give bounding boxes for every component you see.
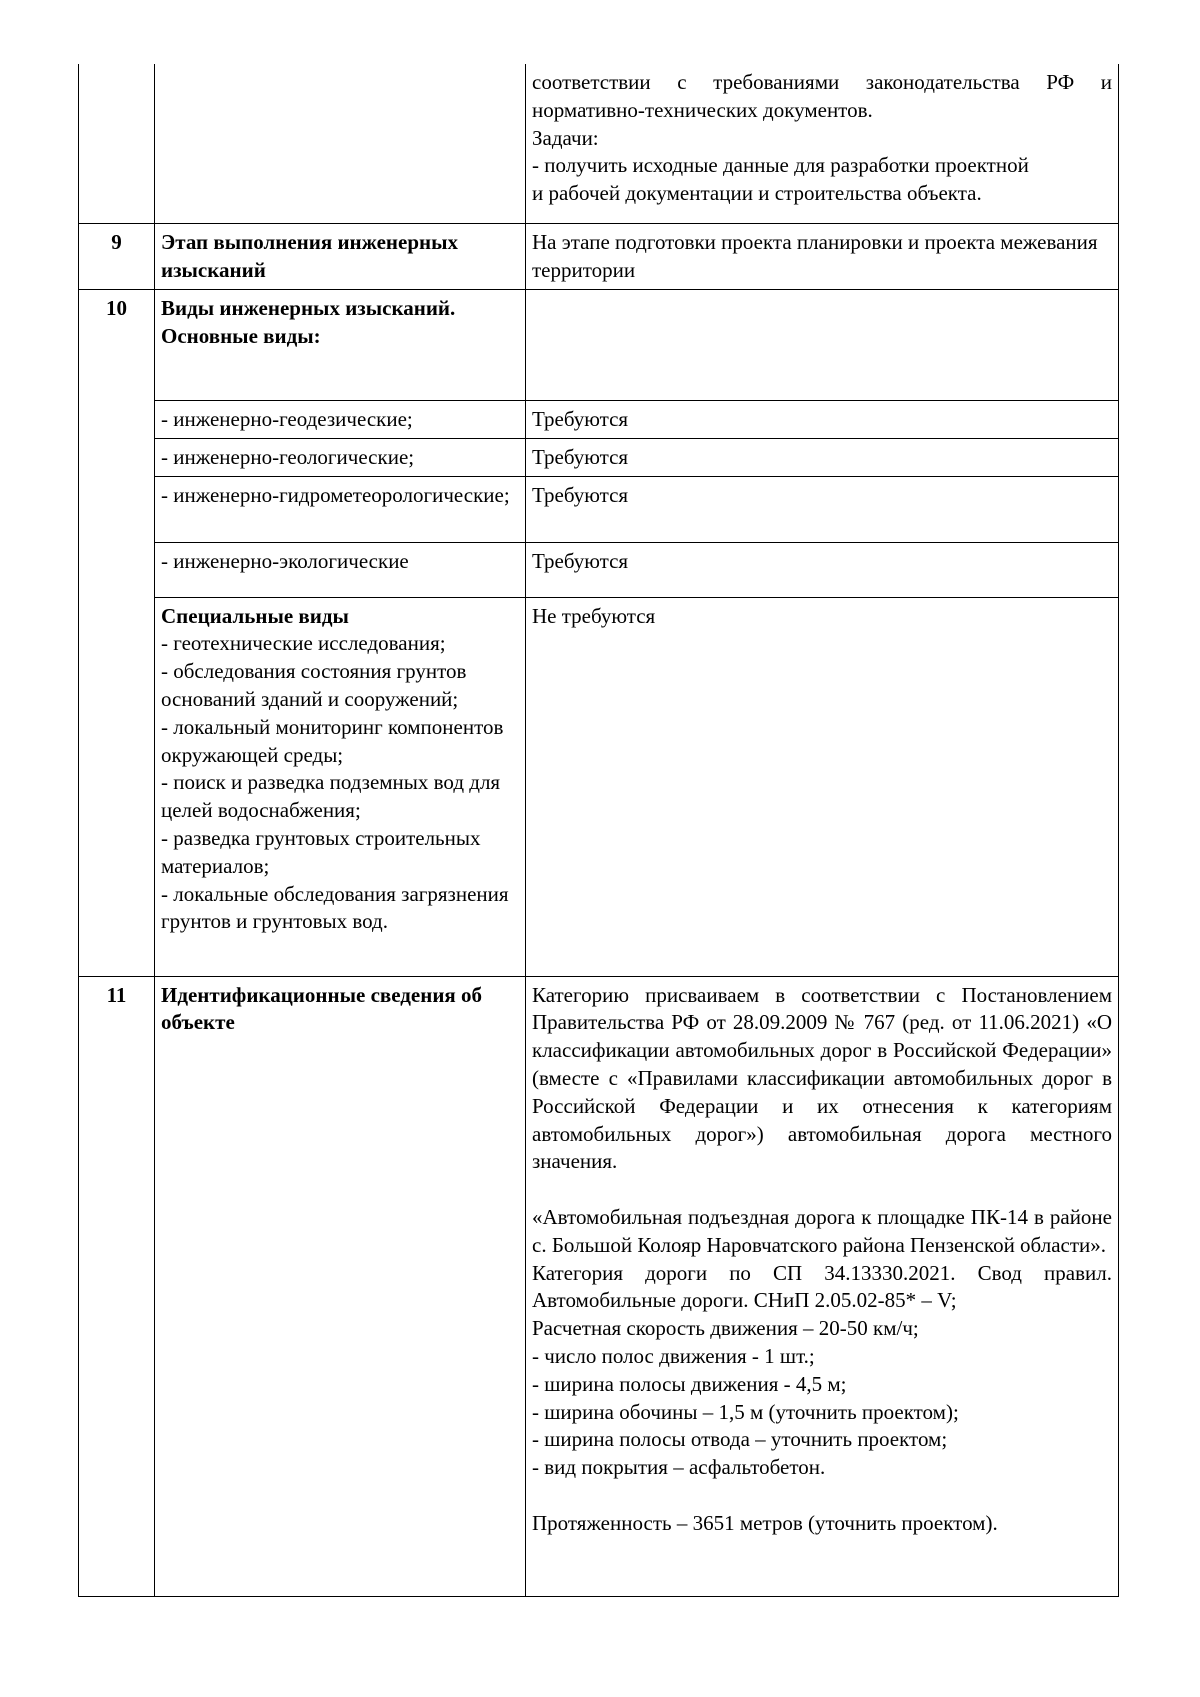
special-types-title: Специальные виды [161, 603, 349, 628]
row-value: На этапе подготовки проекта планировки и проекта межевания территории [526, 224, 1119, 290]
text-line: Задачи: [532, 125, 599, 150]
table-row-subitem [79, 438, 1119, 476]
row-number: 9 [79, 224, 155, 290]
cell-num-empty [79, 64, 155, 224]
table-row-subitem [79, 542, 1119, 597]
text-line: нормативно-технических документов. [532, 97, 873, 122]
table-row-9 [79, 224, 1119, 290]
survey-type-label: - инженерно-геологические; [155, 438, 526, 476]
survey-type-value: Требуются [526, 476, 1119, 542]
object-info-cell [526, 976, 1119, 1596]
table-row-11 [79, 976, 1119, 1596]
cell-name-empty [155, 64, 526, 224]
row-number: 11 [79, 976, 155, 1596]
road-param-item: - вид покрытия – асфальтобетон. [532, 1455, 826, 1480]
survey-type-value: Требуются [526, 438, 1119, 476]
special-type-item: - разведка грунтовых строительных материалов; [161, 825, 481, 878]
paragraph-gap [532, 1482, 1112, 1510]
survey-type-value: Требуются [526, 401, 1119, 439]
special-type-item: - обследования состояния грунтов оснований зданий и сооружений; [161, 659, 467, 711]
road-param-item: - ширина полосы движения - 4,5 м; [532, 1371, 847, 1396]
road-param-item: Расчетная скорость движения – 20-50 км/ч; [532, 1316, 919, 1341]
special-types-cell [155, 597, 526, 976]
road-category-paragraph: Категория дороги по СП 34.13330.2021. Свод правил. Автомобильные дороги. СНиП 2.05.02-85* – V; [532, 1260, 1112, 1313]
special-type-item: - локальный мониторинг компонентов окружающей среды; [161, 714, 504, 767]
road-param-item: - ширина полосы отвода – уточнить проектом; [532, 1427, 948, 1452]
table-row-special [79, 597, 1119, 976]
row-heading [155, 290, 526, 401]
survey-type-value: Требуются [526, 542, 1119, 597]
road-length: Протяженность – 3651 метров (уточнить проектом). [532, 1510, 998, 1535]
table-row-continuation [79, 64, 1119, 224]
paragraph-gap [532, 1176, 1112, 1204]
special-type-item: - поиск и разведка подземных вод для целей водоснабжения; [161, 770, 501, 823]
road-name-paragraph: «Автомобильная подъездная дорога к площадке ПК-14 в районе с. Большой Колояр Наровчатского района Пензенской области». [532, 1204, 1112, 1257]
road-param-item: - ширина обочины – 1,5 м (уточнить проектом); [532, 1399, 959, 1424]
text-line: и рабочей документации и строительства объекта. [532, 181, 982, 206]
specification-table [78, 64, 1119, 1597]
survey-type-label: - инженерно-гидрометеорологические; [155, 476, 526, 542]
road-param-item: - число полос движения - 1 шт.; [532, 1343, 815, 1368]
special-type-item: - локальные обследования загрязнения грунтов и грунтовых вод. [161, 881, 509, 934]
special-type-item: - геотехнические исследования; [161, 631, 446, 656]
special-types-value: Не требуются [526, 597, 1119, 976]
row-heading: Этап выполнения инженерных изысканий [155, 224, 526, 290]
survey-type-label: - инженерно-геодезические; [155, 401, 526, 439]
cell-continuation-text [526, 64, 1119, 224]
heading-line: Виды инженерных изысканий. [161, 296, 456, 320]
text-line: соответствии с требованиями законодательства РФ и [532, 70, 1112, 94]
survey-type-label: - инженерно-экологические [155, 542, 526, 597]
text-line: - получить исходные данные для разработки проектной [532, 153, 1029, 178]
table-row-10 [79, 290, 1119, 401]
row-number: 10 [79, 290, 155, 977]
table-row-subitem [79, 476, 1119, 542]
heading-line: Основные виды: [161, 323, 321, 348]
row-value-empty [526, 290, 1119, 401]
table-row-subitem [79, 401, 1119, 439]
row-heading: Идентификационные сведения об объекте [155, 976, 526, 1596]
category-paragraph: Категорию присваиваем в соответствии с Постановлением Правительства РФ от 28.09.2009 № 767 (ред. от 11.06.2021) «О классификации автомобильных дорог в Российской Федерации» (вместе с «Правилами классификации автомобильных дорог в Российской Федерации и их отнесения к категориям автомобильных дорог») автомобильная дорога местного значения. [532, 982, 1112, 1174]
